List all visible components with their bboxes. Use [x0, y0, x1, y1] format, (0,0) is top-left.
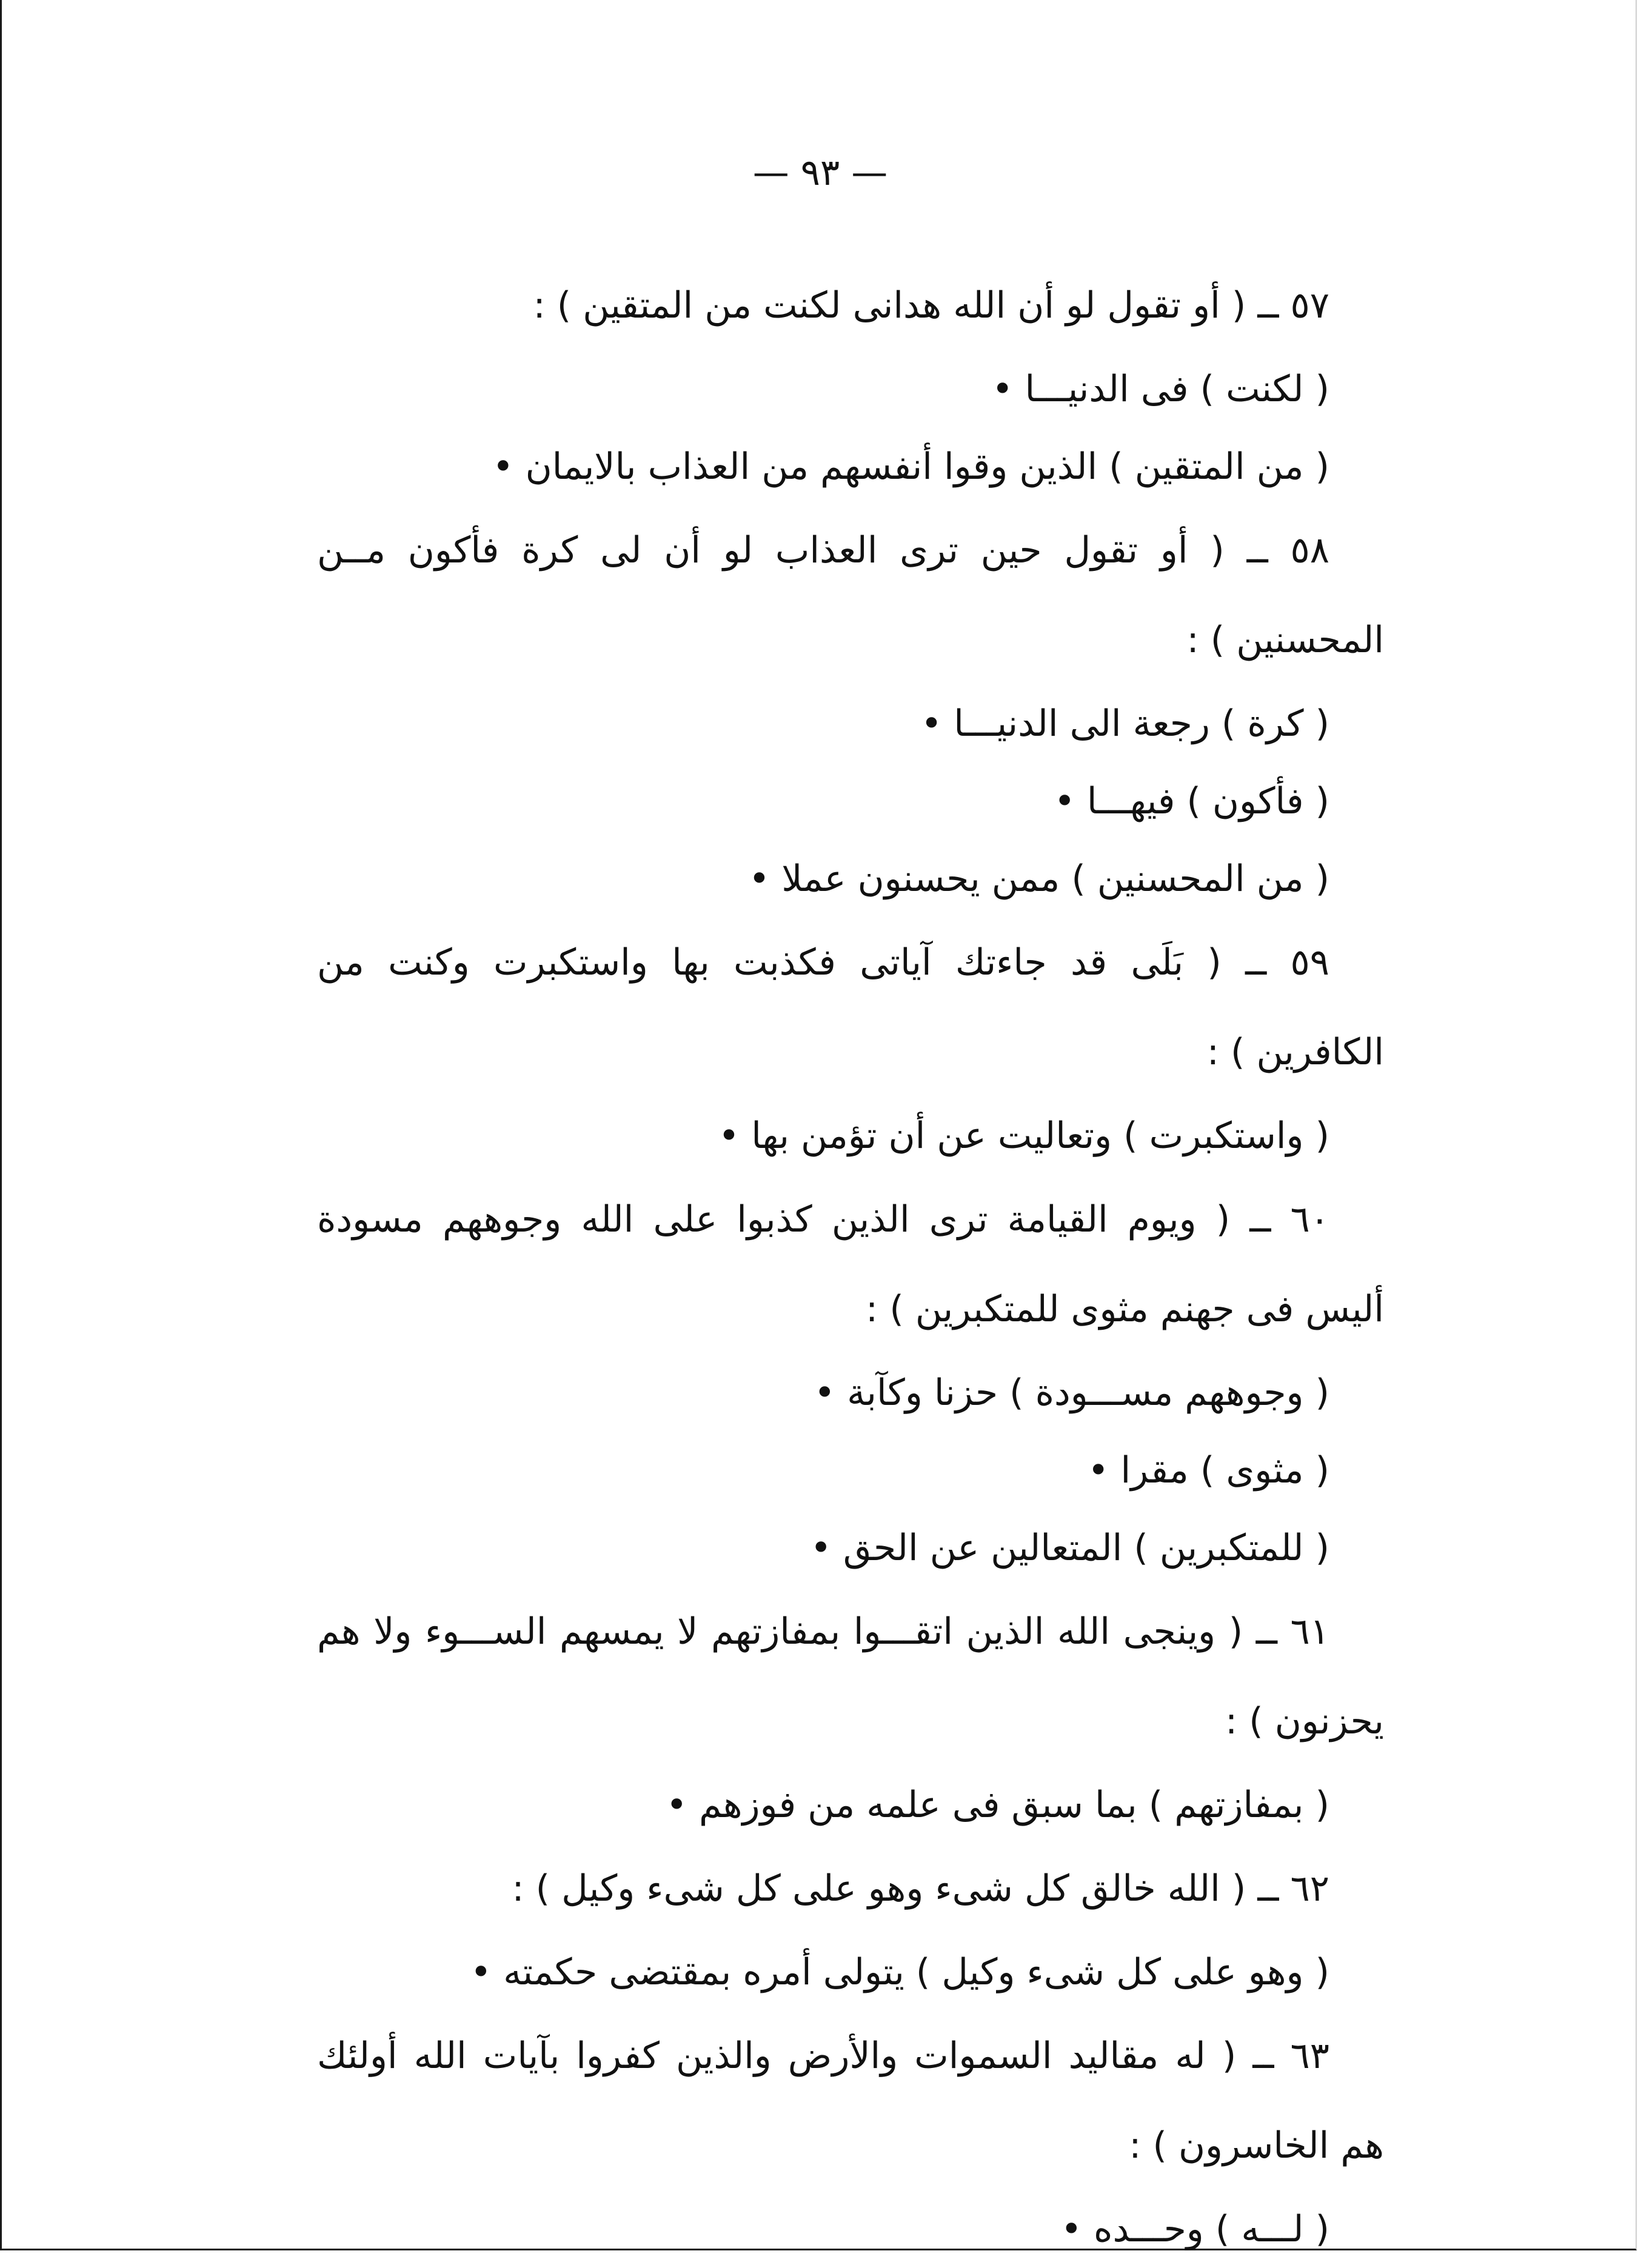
gloss-62-1: ( وهو على كل شىء وكيل ) يتولى أمره بمقتضى حكمته • [470, 1951, 1329, 1993]
entry-58 [317, 505, 1384, 918]
entry-60 [317, 1175, 1384, 1587]
gloss-58-1: ( كرة ) رجعة الى الدنيـــا • [920, 702, 1329, 745]
verse-61: ٦١ ــ ( وينجى الله الذين اتقـــوا بمفازتهم لا يمسهم الســـوء ولا هم يحزنون ) : [317, 1610, 1384, 1743]
gloss-58-2: ( فأكون ) فيهـــا • [1054, 780, 1329, 822]
verse-58: ٥٨ ــ ( أو تقول حين ترى العذاب لو أن لى كرة فأكون مــن المحسنين ) : [317, 529, 1384, 661]
entry-59 [317, 918, 1384, 1175]
entry-63 [317, 2011, 1384, 2268]
document-body [317, 261, 1384, 2268]
verse-59: ٥٩ ــ ( بَلَى قد جاءتك آياتى فكذبت بها واستكبرت وكنت من الكافرين ) : [317, 941, 1384, 1073]
entry-62 [317, 1844, 1384, 2011]
gloss-60-3: ( للمتكبرين ) المتعالين عن الحق • [810, 1527, 1329, 1569]
verse-57: ٥٧ ــ ( أو تقول لو أن الله هدانى لكنت من المتقين ) : [533, 284, 1329, 327]
verse-62: ٦٢ ــ ( الله خالق كل شىء وهو على كل شىء وكيل ) : [512, 1867, 1329, 1910]
gloss-63-1: ( لـــه ) وحـــده • [1060, 2208, 1329, 2250]
gloss-59-1: ( واستكبرت ) وتعاليت عن أن تؤمن بها • [718, 1115, 1329, 1157]
verse-60: ٦٠ ــ ( ويوم القيامة ترى الذين كذبوا على الله وجوههم مسودة أليس فى جهنم مثوى للمتكبرين ) : [317, 1198, 1384, 1330]
page-number: — ٩٣ — [752, 152, 888, 194]
gloss-57-1: ( لكنت ) فى الدنيـــا • [992, 368, 1329, 410]
gloss-60-1: ( وجوههم مســـودة ) حزنا وكآبة • [814, 1372, 1329, 1414]
entry-61 [317, 1587, 1384, 1844]
verse-63: ٦٣ ــ ( له مقاليد السموات والأرض والذين كفروا بآيات الله أولئك هم الخاسرون ) : [317, 2035, 1384, 2167]
gloss-58-3: ( من المحسنين ) ممن يحسنون عملا • [748, 858, 1329, 900]
gloss-60-2: ( مثوى ) مقرا • [1088, 1449, 1329, 1492]
gloss-61-1: ( بمفازتهم ) بما سبق فى علمه من فوزهم • [666, 1784, 1329, 1826]
gloss-57-2: ( من المتقين ) الذين وقوا أنفسهم من العذاب بالايمان • [492, 445, 1329, 488]
entry-57 [317, 261, 1384, 505]
